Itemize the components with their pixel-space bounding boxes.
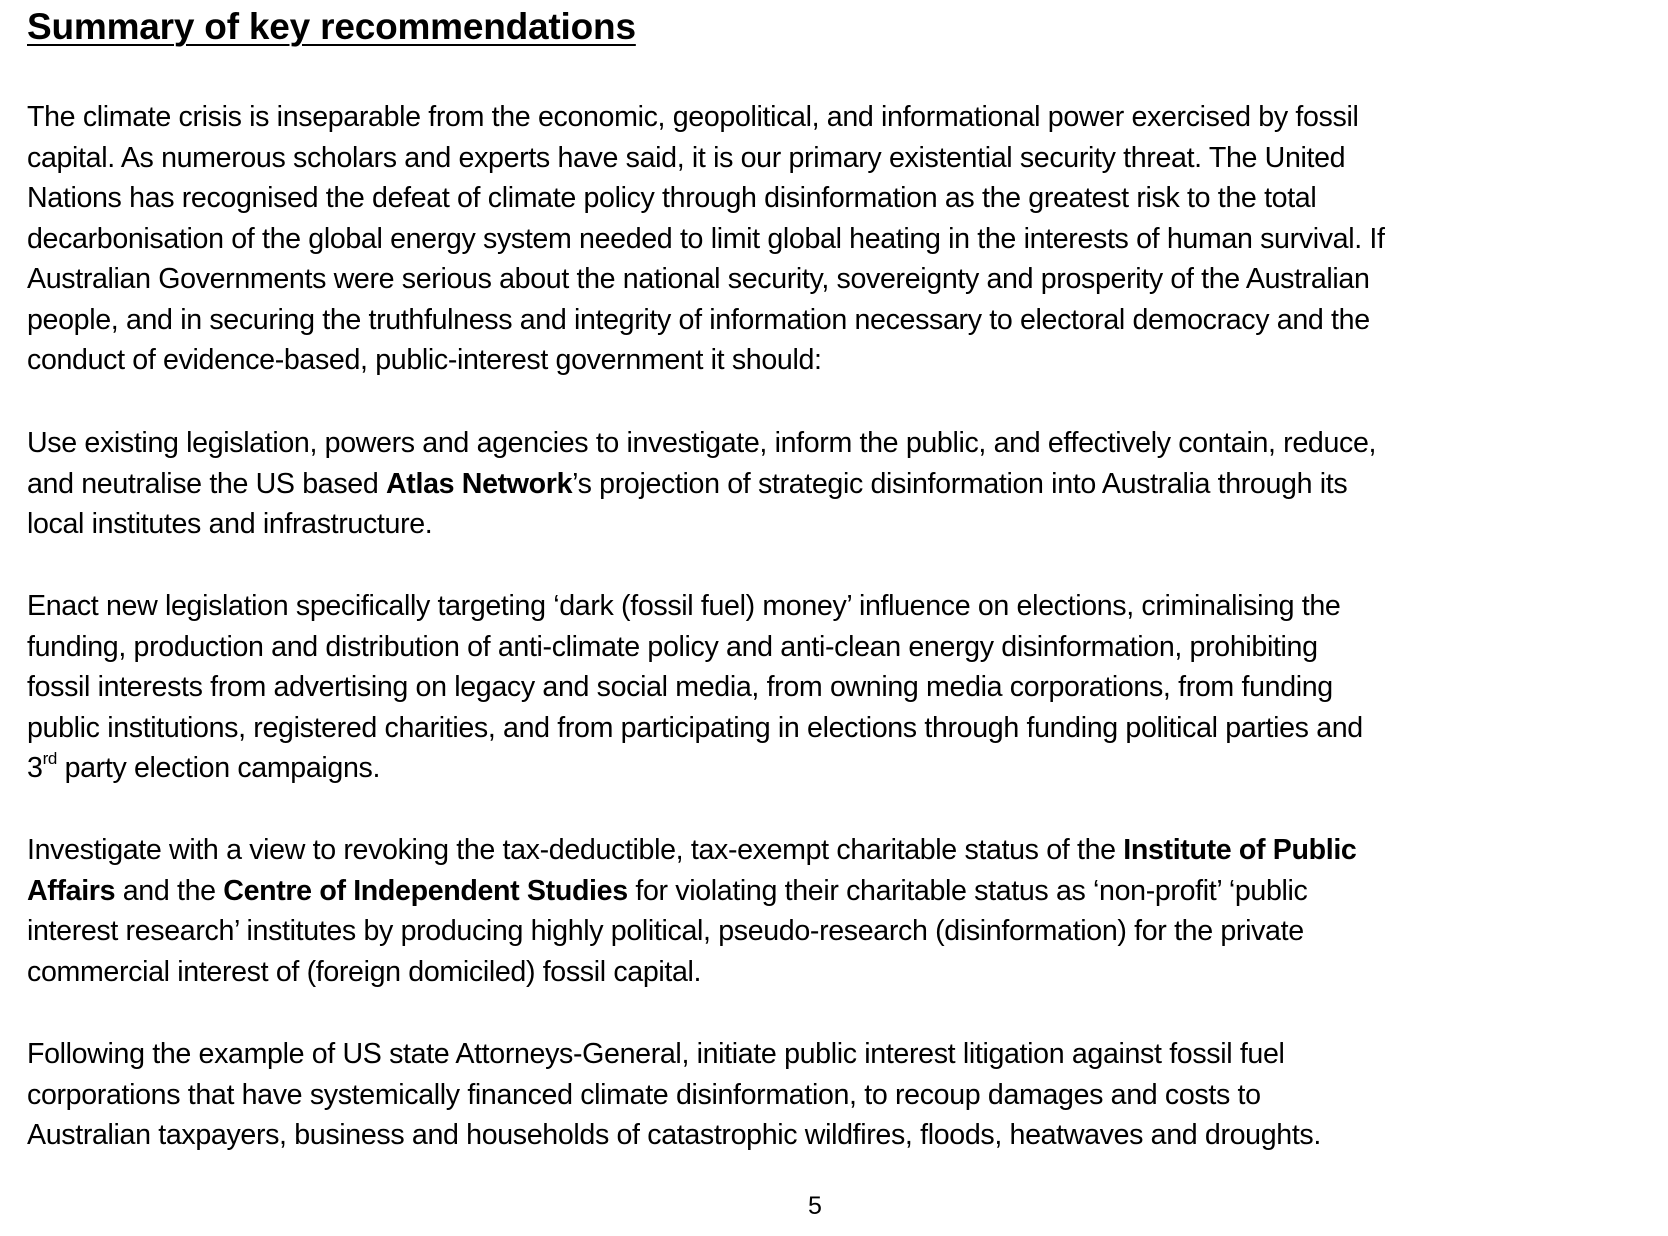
paragraph-line: funding, production and distribution of anti-climate policy and anti-clean energy disinformation, prohibiting: [27, 630, 1318, 663]
section-heading: Summary of key recommendations: [27, 6, 636, 47]
paragraph-line: Australian Governments were serious about the national security, sovereignty and prosperity of the Australian: [27, 263, 1370, 295]
text-run: and neutralise the US based: [27, 467, 386, 500]
paragraph-line: commercial interest of (foreign domiciled) fossil capital.: [27, 955, 702, 988]
paragraph-line: Following the example of US state Attorneys-General, initiate public interest litigation against fossil fuel: [27, 1038, 1285, 1070]
paragraph-line: capital. As numerous scholars and experts have said, it is our primary existential security threat. The United: [27, 141, 1346, 174]
bold-term-atlas-network: Atlas Network: [386, 467, 573, 500]
text-run: party election campaigns.: [56, 752, 381, 784]
ordinal-number: 3: [27, 752, 43, 784]
paragraph-line: conduct of evidence-based, public-interest government it should:: [27, 344, 822, 376]
page-number: 5: [808, 1192, 822, 1220]
paragraph-line: corporations that have systemically financed climate disinformation, to recoup damages and costs to: [27, 1078, 1261, 1111]
paragraph-line: public institutions, registered charities, and from participating in elections through funding political parties and: [27, 711, 1363, 744]
paragraph-line: Australian taxpayers, business and households of catastrophic wildfires, floods, heatwaves and droughts.: [27, 1119, 1321, 1151]
paragraph-line: interest research’ institutes by producing highly political, pseudo-research (disinformation) for the private: [27, 915, 1304, 947]
paragraph-line: [27, 748, 1363, 789]
recommendation-charitable-status: [27, 830, 1356, 992]
text-run: ’s projection of strategic disinformation into Australia through its: [572, 467, 1348, 500]
paragraph-line: The climate crisis is inseparable from the economic, geopolitical, and informational power exercised by fossil: [27, 101, 1359, 133]
paragraph-line: local institutes and infrastructure.: [27, 508, 433, 540]
text-run: and the: [115, 874, 224, 907]
paragraph-line: Use existing legislation, powers and agencies to investigate, inform the public, and effectively contain, reduce,: [27, 427, 1377, 459]
text-run: for violating their charitable status as ‘non-profit’ ‘public: [627, 874, 1308, 907]
paragraph-line: Nations has recognised the defeat of climate policy through disinformation as the greatest risk to the total: [27, 182, 1317, 214]
paragraph-line: people, and in securing the truthfulness and integrity of information necessary to electoral democracy and the: [27, 303, 1370, 336]
recommendation-dark-money-legislation: [27, 586, 1363, 789]
paragraph-line: [27, 464, 1376, 505]
paragraph-line: [27, 871, 1356, 912]
bold-term-institute-of-public-affairs: Institute of Public: [1123, 834, 1357, 866]
intro-paragraph: [27, 97, 1385, 381]
recommendation-litigation: [27, 1034, 1321, 1156]
bold-term-institute-of-public-affairs: Affairs: [27, 874, 116, 907]
recommendation-atlas-network: [27, 423, 1376, 545]
ordinal-superscript: rd: [42, 749, 57, 768]
text-run: Investigate with a view to revoking the tax-deductible, tax-exempt charitable status of the: [27, 834, 1124, 866]
paragraph-line: decarbonisation of the global energy system needed to limit global heating in the interests of human survival. If: [27, 222, 1385, 255]
bold-term-centre-of-independent-studies: Centre of Independent Studies: [223, 874, 628, 907]
paragraph-line: fossil interests from advertising on legacy and social media, from owning media corporations, from funding: [27, 671, 1333, 703]
paragraph-line: [27, 830, 1356, 871]
paragraph-line: Enact new legislation specifically targeting ‘dark (fossil fuel) money’ influence on elections, criminalising the: [27, 590, 1341, 622]
